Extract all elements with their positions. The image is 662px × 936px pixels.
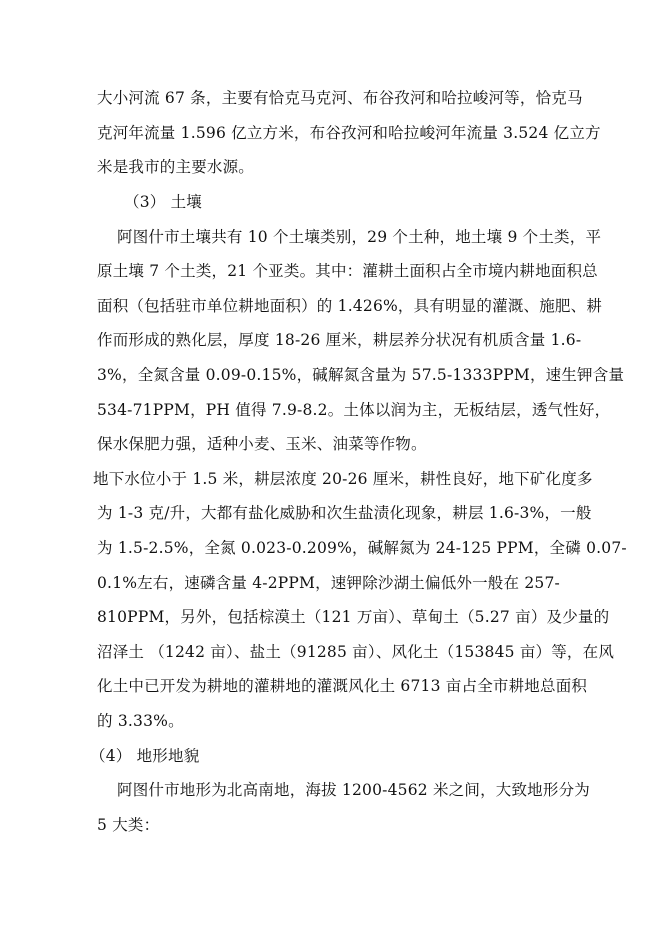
paragraph-line: 810PPM，另外，包括棕漠土（121 万亩）、草甸土（5.27 亩）及少量的 bbox=[97, 608, 610, 626]
paragraph-line: 面积（包括驻市单位耕地面积）的 1.426%，具有明显的灌溉、施肥、耕 bbox=[97, 297, 603, 315]
paragraph-line: 大小河流 67 条，主要有恰克马克河、布谷孜河和哈拉峻河等，恰克马 bbox=[97, 89, 583, 107]
paragraph-line: 米是我市的主要水源。 bbox=[97, 158, 255, 176]
paragraph-line: 地下水位小于 1.5 米，耕层浓度 20-26 厘米，耕性良好，地下矿化度多 bbox=[93, 470, 593, 488]
paragraph-line: 保水保肥力强，适种小麦、玉米、油菜等作物。 bbox=[97, 435, 427, 453]
section-heading-soil: （3） 土壤 bbox=[124, 193, 202, 211]
section-heading-terrain: （4） 地形地貌 bbox=[90, 747, 200, 765]
paragraph-line: 克河年流量 1.596 亿立方米，布谷孜河和哈拉峻河年流量 3.524 亿立方 bbox=[97, 124, 601, 142]
paragraph-line: 的 3.33%。 bbox=[97, 712, 184, 730]
paragraph-line: 5 大类： bbox=[97, 816, 160, 834]
paragraph-line: 3%，全氮含量 0.09-0.15%，碱解氮含量为 57.5-1333PPM，速生钾含量 bbox=[97, 366, 625, 384]
paragraph-line: 为 1-3 克/升，大都有盐化威胁和次生盐渍化现象，耕层 1.6-3%，一般 bbox=[97, 504, 592, 522]
paragraph-line: 534-71PPM，PH 值得 7.9-8.2。土体以润为主，无板结层，透气性好， bbox=[97, 401, 611, 419]
paragraph-line: 沼泽土 （1242 亩）、盐土（91285 亩）、风化土（153845 亩）等，在风 bbox=[97, 643, 615, 661]
paragraph-line: 0.1%左右，速磷含量 4-2PPM，速钾除沙湖土偏低外一般在 257- bbox=[97, 574, 560, 592]
paragraph-line: 阿图什市土壤共有 10 个土壤类别，29 个土种，地土壤 9 个土类，平 bbox=[117, 228, 602, 246]
paragraph-line: 化土中已开发为耕地的灌耕地的灌溉风化土 6713 亩占全市耕地总面积 bbox=[97, 677, 588, 695]
paragraph-line: 阿图什市地形为北高南地，海拔 1200-4562 米之间，大致地形分为 bbox=[117, 781, 590, 799]
paragraph-line: 原土壤 7 个土类，21 个亚类。其中：灌耕土面积占全市境内耕地面积总 bbox=[97, 262, 598, 280]
paragraph-line: 作而形成的熟化层，厚度 18-26 厘米，耕层养分状况有机质含量 1.6- bbox=[97, 331, 582, 349]
paragraph-line: 为 1.5-2.5%，全氮 0.023-0.209%，碱解氮为 24-125 PPM，全磷 0.07- bbox=[97, 539, 627, 557]
